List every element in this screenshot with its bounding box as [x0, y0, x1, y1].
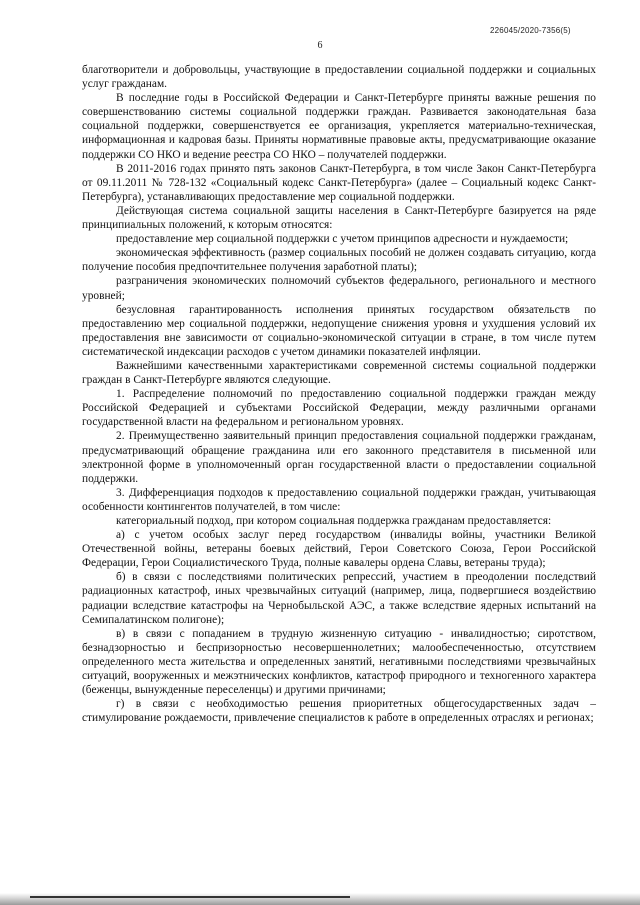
- list-item: экономическая эффективность (размер социальных пособий не должен создавать ситуацию, когда получение пособия предпочтительнее получения заработной платы);: [82, 247, 596, 274]
- document-code: 226045/2020-7356(5): [490, 26, 571, 35]
- list-item: безусловная гарантированность исполнения принятых государством обязательств по предоставлению мер социальной поддержки, недопущение снижения уровня и ухудшения условий их предоставления вне зависимости от социально-экономической ситуации в стране, в том числе путем систематической индексации расходов с учетом динамики показателей инфляции.: [82, 303, 596, 358]
- list-item: разграничения экономических полномочий субъектов федерального, регионального и местного уровней;: [82, 275, 596, 302]
- page-number: 6: [317, 40, 323, 51]
- lettered-item: в) в связи с попаданием в трудную жизненную ситуацию - инвалидностью; сиротством, безнадзорностью и беспризорностью несовершеннолетних; малообеспеченностью, отсутствием определенного места жительства и определенных занятий, негативными последствиями чрезвычайных ситуаций, вооруженных и межэтнических конфликтов, катастроф природного и техногенного характера (беженцы, вынужденные переселенцы) и другими причинами;: [82, 627, 596, 697]
- paragraph: В последние годы в Российской Федерации и Санкт-Петербурге приняты важные решения по совершенствованию системы социальной поддержки граждан. Развивается законодательная база социальной поддержки, совершенствуется ее организация, укрепляется материально-техническая, информационная и кадровая базы. Приняты нормативные правовые акты, предусматривающие оказание поддержки СО НКО и ведение реестра СО НКО – получателей поддержки.: [82, 92, 596, 161]
- paragraph: категориальный подход, при котором социальная поддержка гражданам предоставляется:: [116, 515, 552, 527]
- list-item: предоставление мер социальной поддержки с учетом принципов адресности и нуждаемости;: [116, 233, 569, 246]
- numbered-item: 1. Распределение полномочий по предоставлению социальной поддержки граждан между Российской Федерацией и субъектами Российской Федерации, между различными органами государственной власти на федеральном и региональном уровнях.: [82, 388, 596, 429]
- lettered-item: г) в связи с необходимостью решения приоритетных общегосударственных задач – стимулирование рождаемости, привлечение специалистов к работе в определенных отраслях и регионах;: [82, 698, 596, 725]
- numbered-item: 3. Дифференциация подходов к предоставлению социальной поддержки граждан, учитывающая особенности контингентов получателей, в том числе:: [82, 486, 596, 513]
- paragraph: благотворители и добровольцы, участвующие в предоставлении социальной поддержки и социальных услуг гражданам.: [82, 64, 596, 91]
- lettered-item: б) в связи с последствиями политических репрессий, участием в преодолении последствий радиационных катастроф, иных чрезвычайных ситуаций (например, лица, подвергшиеся воздействию радиации вследствие катастрофы на Чернобыльской АЭС, а также вследствие ядерных испытаний на Семипалатинском полигоне);: [82, 571, 596, 626]
- scan-edge-shadow: [0, 893, 640, 905]
- paragraph: Важнейшими качественными характеристиками современной системы социальной поддержки граждан в Санкт-Петербурге являются следующие.: [82, 359, 596, 387]
- scan-edge-line: [30, 896, 350, 898]
- paragraph: В 2011-2016 годах принято пять законов Санкт-Петербурга, в том числе Закон Санкт-Петербурга от 09.11.2011 № 728-132 «Социальный кодекс Санкт-Петербурга» (далее – Социальный кодекс Санкт-Петербурга), устанавливающих предоставление мер социальной поддержки.: [82, 162, 596, 203]
- document-body: [82, 63, 596, 725]
- numbered-item: 2. Преимущественно заявительный принцип предоставления социальной поддержки гражданам, предусматривающий обращение гражданина или его законного представителя в письменной или электронной форме в уполномоченный орган государственной власти о предоставлении социальной поддержки.: [82, 430, 596, 485]
- lettered-item: а) с учетом особых заслуг перед государством (инвалиды войны, участники Великой Отечественной войны, ветераны боевых действий, Герои Советского Союза, Герои Российской Федерации, Герои Социалистического Труда, полные кавалеры ордена Славы, ветераны труда);: [82, 529, 596, 570]
- paragraph: Действующая система социальной защиты населения в Санкт-Петербурге базируется на ряде принципиальных положений, к которым относятся:: [82, 204, 596, 232]
